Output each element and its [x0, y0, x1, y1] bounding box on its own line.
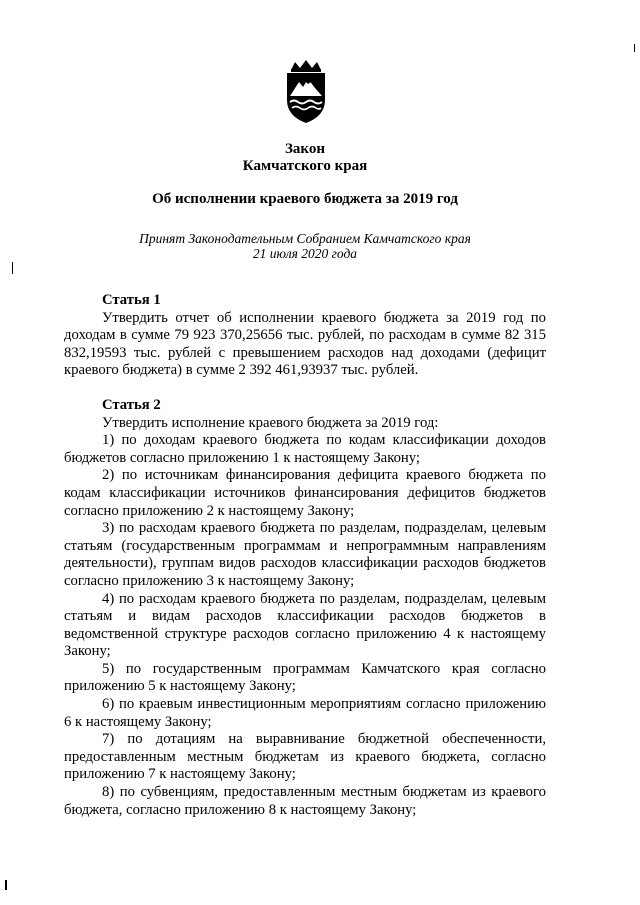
- scan-artifact: [5, 880, 7, 890]
- law-body: [64, 292, 546, 819]
- article-2-item: 1) по доходам краевого бюджета по кодам классификации доходов бюджетов согласно приложению 1 к настоящему Закону;: [64, 432, 546, 466]
- article-2-item: 7) по дотациям на выравнивание бюджетной обеспеченности, предоставленным местным бюджетам из краевого бюджета, согласно приложению 7 к настоящему Закону;: [64, 731, 546, 783]
- article-2-item: 8) по субвенциям, предоставленным местным бюджетам из краевого бюджета, согласно приложению 8 к настоящему Закону;: [64, 784, 546, 818]
- article-2-item: 4) по расходам краевого бюджета по разделам, подразделам, целевым статьям и видам расходов классификации расходов бюджетов в ведомственной структуре расходов согласно приложению 4 к настоящему Закону;: [64, 590, 546, 660]
- article-2-item: 3) по расходам краевого бюджета по разделам, подразделам, целевым статьям (государственным программам и непрограммным направлениям деятельности), группам видов расходов классификации расходов бюджетов согласно приложению 3 к настоящему Закону;: [64, 520, 546, 589]
- coat-of-arms-icon: [281, 60, 331, 124]
- article-2-heading: Статья 2: [102, 396, 161, 413]
- article-2-intro: Утвердить исполнение краевого бюджета за 2019 год:: [102, 414, 439, 431]
- article-2-item: 6) по краевым инвестиционным мероприятиям согласно приложению 6 к настоящему Закону;: [64, 696, 546, 730]
- law-label: Закон: [284, 141, 325, 157]
- scan-artifact: [634, 44, 635, 52]
- adopted-date: 21 июля 2020 года: [252, 246, 358, 261]
- region-name: Камчатского края: [242, 158, 368, 174]
- article-2-item: 5) по государственным программам Камчатского края согласно приложению 5 к настоящему Закону;: [64, 660, 546, 695]
- adopted-by: Принят Законодательным Собранием Камчатского края: [139, 231, 471, 246]
- article-2-item: 2) по источникам финансирования дефицита краевого бюджета по кодам классификации источников финансирования дефицитов бюджетов согласно приложению 2 к настоящему Закону;: [64, 467, 546, 519]
- scan-artifact: [12, 262, 13, 274]
- article-1-heading: Статья 1: [102, 292, 161, 308]
- law-title: Об исполнении краевого бюджета за 2019 год: [152, 191, 458, 207]
- article-1-text: Утвердить отчет об исполнении краевого бюджета за 2019 год по доходам в сумме 79 923 370,25656 тыс. рублей, по расходам в сумме 82 315 832,19593 тыс. рублей с превышением расходов над доходами (дефицит краевого бюджета) в сумме 2 392 461,93937 тыс. рублей.: [64, 309, 546, 379]
